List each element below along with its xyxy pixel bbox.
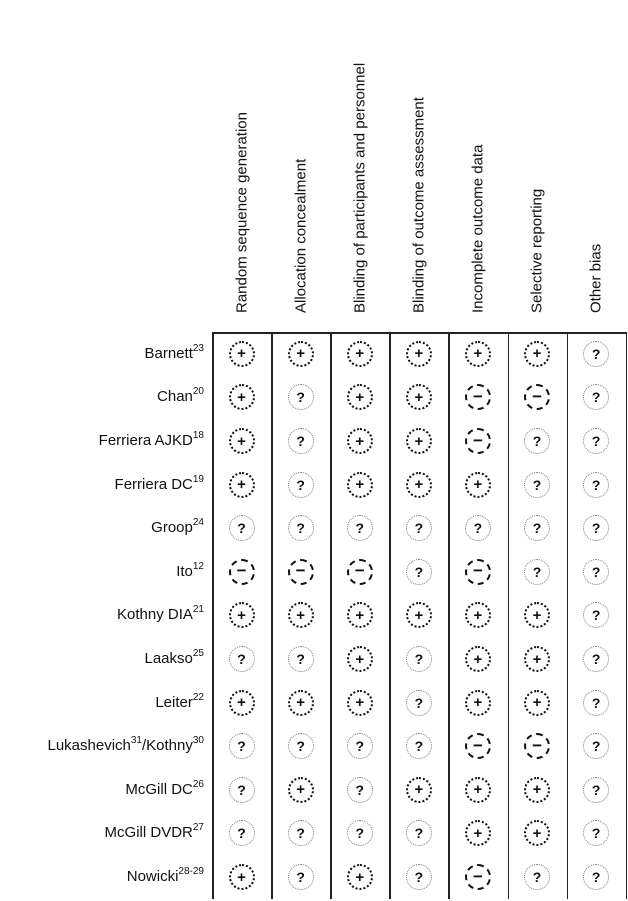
unclear-risk-icon bbox=[524, 864, 550, 890]
study-name: McGill DVDR bbox=[104, 824, 193, 842]
judgement-glyph: + bbox=[355, 476, 365, 494]
judgement-glyph: + bbox=[473, 781, 483, 799]
study-reference: 28-29 bbox=[178, 866, 204, 877]
unclear-risk-icon bbox=[524, 559, 550, 585]
high-risk-icon bbox=[465, 428, 491, 454]
judgement-glyph: ? bbox=[414, 694, 424, 711]
unclear-risk-icon bbox=[406, 515, 432, 541]
column-header-label: Allocation concealment bbox=[292, 158, 310, 313]
unclear-risk-icon bbox=[524, 428, 550, 454]
study-reference: 20 bbox=[192, 386, 204, 398]
high-risk-icon bbox=[465, 864, 491, 890]
judgement-glyph: + bbox=[414, 345, 424, 363]
study-name: Leiter bbox=[155, 693, 193, 711]
low-risk-icon bbox=[347, 864, 373, 890]
low-risk-icon bbox=[347, 646, 373, 672]
judgement-glyph: ? bbox=[296, 869, 305, 885]
low-risk-icon bbox=[465, 646, 491, 672]
study-name: Ferriera AJKD bbox=[98, 432, 193, 449]
judgement-glyph: + bbox=[532, 781, 542, 799]
study-label bbox=[0, 432, 204, 450]
low-risk-icon bbox=[229, 472, 255, 498]
low-risk-icon bbox=[229, 341, 255, 367]
grid-line bbox=[626, 332, 628, 899]
study-name-secondary: /Kothny bbox=[142, 737, 193, 755]
low-risk-icon bbox=[347, 602, 373, 628]
high-risk-icon bbox=[288, 559, 314, 585]
low-risk-icon bbox=[229, 690, 255, 716]
study-reference: 22 bbox=[192, 691, 204, 703]
low-risk-icon bbox=[347, 690, 373, 716]
low-risk-icon bbox=[465, 472, 491, 498]
unclear-risk-icon bbox=[229, 515, 255, 541]
study-label bbox=[0, 473, 204, 494]
judgement-glyph: − bbox=[532, 735, 543, 755]
study-reference: 24 bbox=[192, 517, 204, 529]
judgement-glyph: ? bbox=[296, 520, 305, 537]
judgement-glyph: + bbox=[414, 606, 424, 624]
study-label bbox=[0, 519, 204, 537]
judgement-glyph: + bbox=[355, 694, 365, 712]
judgement-glyph: ? bbox=[237, 651, 246, 667]
judgement-glyph: + bbox=[414, 432, 424, 450]
judgement-glyph: − bbox=[472, 866, 483, 886]
unclear-risk-icon bbox=[406, 559, 432, 585]
judgement-glyph: ? bbox=[296, 476, 305, 493]
judgement-glyph: − bbox=[295, 561, 306, 581]
judgement-glyph: + bbox=[414, 781, 424, 799]
judgement-glyph: + bbox=[532, 824, 542, 842]
low-risk-icon bbox=[524, 646, 550, 672]
judgement-glyph: + bbox=[532, 650, 542, 668]
judgement-glyph: + bbox=[355, 432, 365, 450]
judgement-glyph: − bbox=[472, 561, 483, 581]
judgement-glyph: + bbox=[237, 432, 246, 450]
column-header-label: Selective reporting bbox=[528, 188, 546, 313]
judgement-glyph: + bbox=[473, 476, 483, 494]
low-risk-icon bbox=[229, 602, 255, 628]
unclear-risk-icon bbox=[229, 733, 255, 759]
judgement-glyph: + bbox=[296, 606, 306, 624]
unclear-risk-icon bbox=[406, 864, 432, 890]
study-label bbox=[0, 778, 204, 799]
judgement-glyph: + bbox=[355, 345, 365, 363]
judgement-glyph: + bbox=[473, 345, 483, 363]
judgement-glyph: ? bbox=[591, 869, 601, 885]
study-label bbox=[0, 560, 204, 581]
grid-line bbox=[567, 332, 569, 899]
judgement-glyph: ? bbox=[473, 520, 483, 537]
judgement-glyph: ? bbox=[296, 825, 305, 842]
low-risk-icon bbox=[288, 690, 314, 716]
low-risk-icon bbox=[524, 341, 550, 367]
study-name: Barnett bbox=[144, 344, 193, 362]
low-risk-icon bbox=[465, 341, 491, 367]
judgement-glyph: + bbox=[237, 606, 246, 624]
grid-line bbox=[212, 332, 626, 334]
high-risk-icon bbox=[347, 559, 373, 585]
judgement-glyph: ? bbox=[414, 520, 424, 537]
unclear-risk-icon bbox=[288, 646, 314, 672]
unclear-risk-icon bbox=[288, 864, 314, 890]
unclear-risk-icon bbox=[583, 690, 609, 716]
low-risk-icon bbox=[406, 472, 432, 498]
low-risk-icon bbox=[406, 428, 432, 454]
study-label bbox=[0, 691, 204, 712]
unclear-risk-icon bbox=[347, 777, 373, 803]
unclear-risk-icon bbox=[347, 820, 373, 846]
study-reference: 25 bbox=[192, 648, 204, 659]
judgement-glyph: ? bbox=[414, 825, 424, 842]
high-risk-icon bbox=[465, 559, 491, 585]
low-risk-icon bbox=[406, 777, 432, 803]
judgement-glyph: ? bbox=[237, 738, 246, 755]
judgement-glyph: ? bbox=[355, 520, 365, 537]
high-risk-icon bbox=[229, 559, 255, 585]
judgement-glyph: ? bbox=[355, 781, 365, 798]
judgement-glyph: ? bbox=[296, 738, 305, 755]
study-name: Kothny DIA bbox=[117, 606, 193, 624]
study-label bbox=[0, 606, 204, 624]
unclear-risk-icon bbox=[288, 472, 314, 498]
study-name: Groop bbox=[151, 519, 193, 537]
judgement-glyph: ? bbox=[591, 825, 601, 842]
study-name: Chan bbox=[157, 388, 193, 406]
low-risk-icon bbox=[288, 602, 314, 628]
judgement-glyph: ? bbox=[296, 651, 305, 667]
judgement-glyph: − bbox=[354, 561, 365, 581]
grid-line bbox=[330, 332, 332, 899]
unclear-risk-icon bbox=[583, 864, 609, 890]
judgement-glyph: − bbox=[472, 386, 483, 406]
unclear-risk-icon bbox=[229, 820, 255, 846]
unclear-risk-icon bbox=[524, 472, 550, 498]
low-risk-icon bbox=[347, 384, 373, 410]
judgement-glyph: + bbox=[355, 650, 365, 668]
unclear-risk-icon bbox=[229, 777, 255, 803]
column-header bbox=[448, 0, 507, 332]
grid-line bbox=[508, 332, 510, 899]
column-header bbox=[567, 0, 626, 332]
column-header-label: Incomplete outcome data bbox=[469, 144, 487, 313]
unclear-risk-icon bbox=[288, 820, 314, 846]
study-label bbox=[0, 868, 204, 886]
study-reference: 12 bbox=[192, 560, 204, 572]
judgement-glyph: ? bbox=[591, 563, 601, 580]
judgement-glyph: + bbox=[355, 388, 365, 406]
low-risk-icon bbox=[288, 777, 314, 803]
unclear-risk-icon bbox=[288, 428, 314, 454]
grid-line bbox=[448, 332, 450, 899]
unclear-risk-icon bbox=[465, 515, 491, 541]
low-risk-icon bbox=[347, 472, 373, 498]
column-header bbox=[271, 0, 330, 332]
judgement-glyph: ? bbox=[355, 738, 365, 755]
judgement-glyph: + bbox=[532, 694, 542, 712]
unclear-risk-icon bbox=[583, 428, 609, 454]
judgement-glyph: + bbox=[473, 606, 483, 624]
unclear-risk-icon bbox=[288, 733, 314, 759]
grid-line bbox=[271, 332, 273, 899]
judgement-glyph: + bbox=[237, 476, 246, 494]
low-risk-icon bbox=[465, 777, 491, 803]
unclear-risk-icon bbox=[288, 384, 314, 410]
study-label bbox=[0, 342, 204, 363]
judgement-glyph: ? bbox=[532, 563, 542, 580]
judgement-glyph: + bbox=[473, 650, 483, 668]
study-label bbox=[0, 650, 204, 668]
low-risk-icon bbox=[288, 341, 314, 367]
judgement-glyph: − bbox=[236, 561, 247, 581]
judgement-glyph: − bbox=[532, 386, 543, 406]
judgement-glyph: ? bbox=[591, 520, 601, 537]
study-label bbox=[0, 737, 204, 755]
column-header bbox=[212, 0, 271, 332]
judgement-glyph: + bbox=[414, 388, 424, 406]
judgement-glyph: − bbox=[472, 430, 483, 450]
unclear-risk-icon bbox=[288, 515, 314, 541]
study-reference: 23 bbox=[192, 342, 204, 354]
unclear-risk-icon bbox=[583, 559, 609, 585]
judgement-glyph: ? bbox=[591, 433, 601, 449]
high-risk-icon bbox=[465, 733, 491, 759]
judgement-glyph: + bbox=[473, 694, 483, 712]
judgement-glyph: + bbox=[355, 606, 365, 624]
judgement-glyph: + bbox=[532, 606, 542, 624]
judgement-glyph: ? bbox=[591, 389, 601, 406]
study-reference: 26 bbox=[192, 778, 204, 790]
unclear-risk-icon bbox=[347, 733, 373, 759]
judgement-glyph: + bbox=[237, 694, 246, 712]
study-name: Lukashevich bbox=[47, 737, 131, 755]
low-risk-icon bbox=[406, 341, 432, 367]
unclear-risk-icon bbox=[229, 646, 255, 672]
column-header-label: Other bias bbox=[587, 243, 605, 313]
column-header-label: Blinding of outcome assessment bbox=[410, 97, 428, 313]
judgement-glyph: ? bbox=[591, 738, 601, 755]
low-risk-icon bbox=[524, 777, 550, 803]
unclear-risk-icon bbox=[583, 777, 609, 803]
column-header-label: Random sequence generation bbox=[233, 112, 251, 313]
judgement-glyph: ? bbox=[532, 520, 542, 537]
unclear-risk-icon bbox=[583, 646, 609, 672]
judgement-glyph: ? bbox=[591, 694, 601, 711]
judgement-glyph: ? bbox=[591, 781, 601, 798]
low-risk-icon bbox=[465, 690, 491, 716]
judgement-glyph: + bbox=[296, 694, 306, 712]
judgement-glyph: ? bbox=[414, 738, 424, 755]
judgement-glyph: ? bbox=[591, 476, 601, 493]
judgement-glyph: + bbox=[237, 388, 246, 406]
unclear-risk-icon bbox=[583, 472, 609, 498]
study-label bbox=[0, 388, 204, 406]
low-risk-icon bbox=[229, 384, 255, 410]
column-header-label: Blinding of participants and personnel bbox=[351, 62, 369, 313]
study-reference: 18 bbox=[192, 430, 204, 441]
judgement-glyph: + bbox=[296, 781, 306, 799]
judgement-glyph: ? bbox=[414, 563, 424, 580]
low-risk-icon bbox=[524, 690, 550, 716]
unclear-risk-icon bbox=[406, 646, 432, 672]
judgement-glyph: ? bbox=[532, 869, 542, 885]
judgement-glyph: ? bbox=[237, 781, 246, 798]
judgement-glyph: ? bbox=[355, 825, 365, 842]
study-name: Ferriera DC bbox=[114, 475, 193, 493]
study-name: Laakso bbox=[144, 650, 193, 667]
study-name: Ito bbox=[176, 562, 193, 580]
judgement-glyph: ? bbox=[237, 825, 246, 842]
judgement-glyph: ? bbox=[591, 651, 601, 667]
judgement-glyph: + bbox=[296, 345, 306, 363]
low-risk-icon bbox=[229, 428, 255, 454]
study-reference: 21 bbox=[192, 604, 204, 616]
low-risk-icon bbox=[229, 864, 255, 890]
low-risk-icon bbox=[347, 341, 373, 367]
column-header bbox=[508, 0, 567, 332]
judgement-glyph: ? bbox=[237, 520, 246, 537]
unclear-risk-icon bbox=[583, 341, 609, 367]
study-reference: 27 bbox=[192, 822, 204, 834]
unclear-risk-icon bbox=[406, 690, 432, 716]
grid-line bbox=[389, 332, 391, 899]
judgement-glyph: ? bbox=[591, 345, 601, 362]
low-risk-icon bbox=[347, 428, 373, 454]
judgement-glyph: + bbox=[237, 868, 246, 886]
judgement-glyph: − bbox=[472, 735, 483, 755]
judgement-glyph: ? bbox=[296, 433, 305, 449]
study-reference: 19 bbox=[192, 473, 204, 485]
judgement-glyph: ? bbox=[296, 389, 305, 406]
judgement-glyph: + bbox=[532, 345, 542, 363]
judgement-glyph: ? bbox=[414, 651, 424, 667]
study-reference: 31 bbox=[130, 735, 142, 747]
study-name: McGill DC bbox=[125, 780, 193, 798]
judgement-glyph: ? bbox=[532, 476, 542, 493]
column-header bbox=[330, 0, 389, 332]
column-header bbox=[389, 0, 448, 332]
unclear-risk-icon bbox=[406, 733, 432, 759]
unclear-risk-icon bbox=[347, 515, 373, 541]
study-name: Nowicki bbox=[126, 868, 179, 885]
judgement-glyph: ? bbox=[591, 607, 601, 624]
grid-line bbox=[212, 332, 214, 899]
judgement-glyph: + bbox=[355, 868, 365, 886]
judgement-glyph: + bbox=[237, 345, 246, 363]
study-reference-secondary: 30 bbox=[192, 735, 204, 747]
judgement-glyph: + bbox=[473, 824, 483, 842]
judgement-glyph: + bbox=[414, 476, 424, 494]
judgement-glyph: ? bbox=[532, 433, 542, 449]
study-label bbox=[0, 824, 204, 842]
judgement-glyph: ? bbox=[414, 869, 424, 885]
